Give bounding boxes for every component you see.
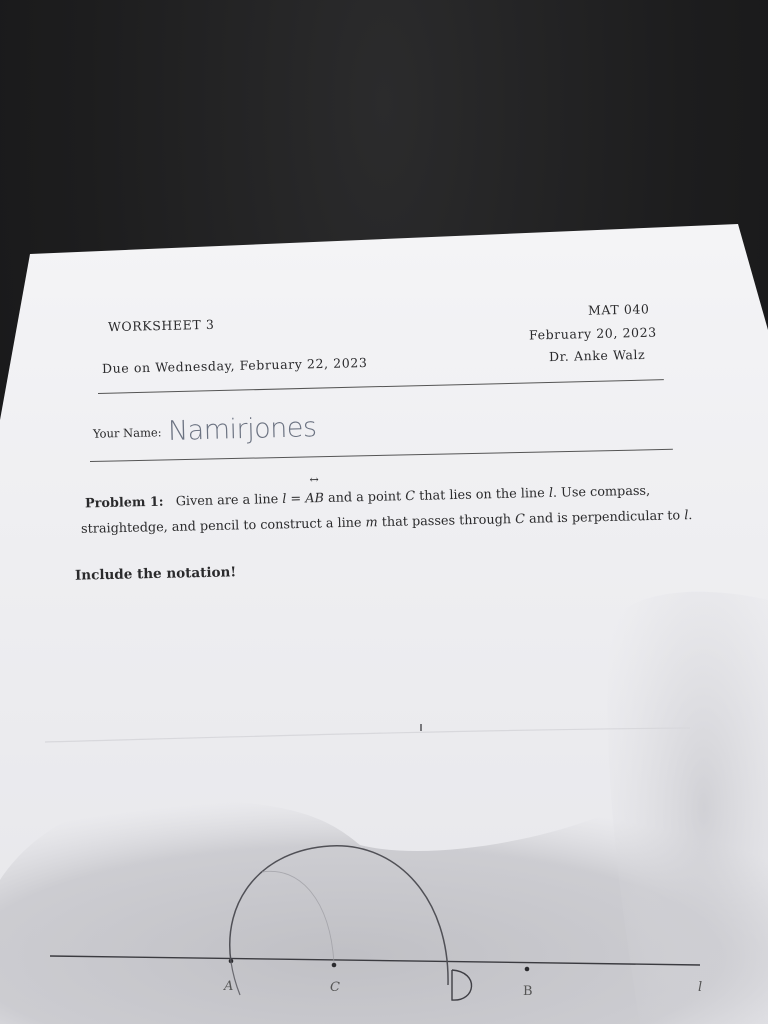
instructor-name: Dr. Anke Walz (548, 346, 646, 365)
course-code: MAT 040 (587, 301, 650, 318)
label-a: A (224, 979, 234, 994)
due-date: Due on Wednesday, February 22, 2023 (101, 354, 368, 377)
problem-text-1d: . Use compass, (552, 483, 651, 501)
baseline-l (50, 956, 700, 965)
problem-text-1a: Given are a line (175, 492, 279, 510)
equals-sign: = (290, 491, 302, 507)
handwritten-name: Namirjones (167, 412, 317, 447)
label-c: C (330, 980, 340, 995)
worksheet-date: February 20, 2023 (528, 324, 657, 343)
var-l-2: l (548, 485, 554, 501)
handwritten-d-mark (452, 970, 472, 1000)
notation-instruction: Include the notation! (74, 564, 237, 584)
var-m: m (365, 515, 378, 531)
problem-text-2d: . (688, 508, 693, 524)
problem-text-2c: and is perpendicular to (528, 508, 681, 527)
label-l: l (698, 980, 703, 995)
problem-text-2b: that passes through (381, 512, 512, 531)
point-c (332, 963, 337, 968)
compass-circle-arc (230, 846, 448, 985)
point-b (525, 967, 530, 972)
problem-text-1c: that lies on the line (418, 485, 545, 504)
faint-arc-left (262, 871, 334, 963)
name-label: Your Name: (92, 425, 162, 441)
problem-text-2a: straightedge, and pencil to construct a line (80, 515, 362, 537)
var-c: C (405, 488, 416, 505)
label-d: D (456, 997, 457, 998)
label-b: B (523, 984, 533, 999)
problem-label: Problem 1: (84, 494, 164, 512)
line-ab-notation: ↔ AB (305, 487, 324, 511)
worksheet-title: WORKSHEET 3 (107, 316, 215, 335)
var-l: l (282, 491, 287, 507)
var-l-3: l (684, 508, 689, 524)
problem-text-1b: and a point (327, 489, 402, 506)
var-c-2: C (514, 511, 526, 528)
